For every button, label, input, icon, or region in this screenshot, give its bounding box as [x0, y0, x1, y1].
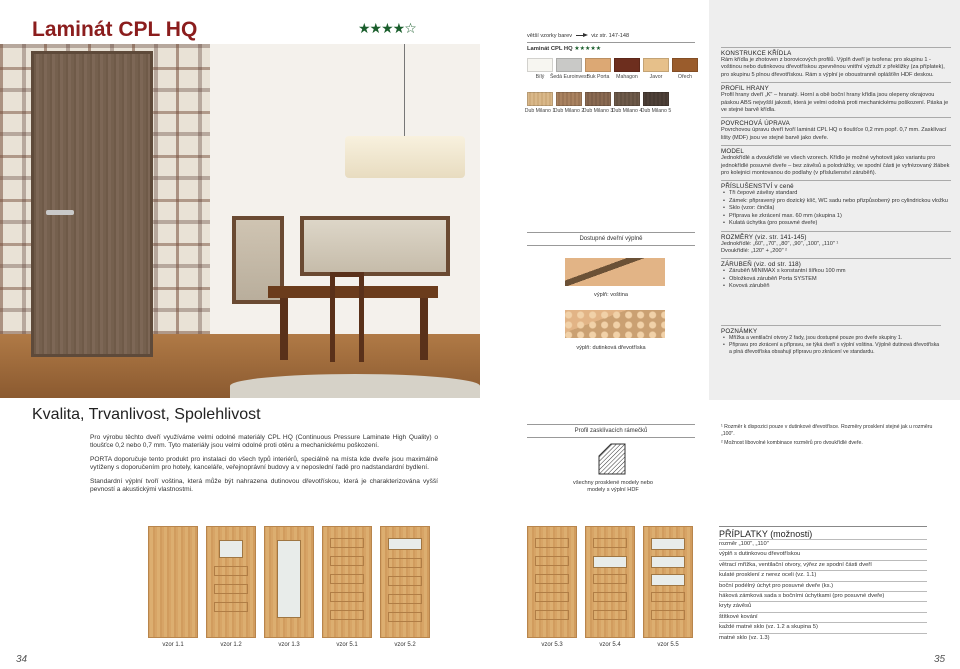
photo-chair [330, 272, 364, 362]
photo-table-leg [280, 298, 288, 360]
fill-label: výplň: voština [594, 292, 628, 298]
list-item: • Zámek: připravený pro dozický klíč, WC sadu nebo přizpůsobený pro cylindrickou vložku [721, 198, 951, 205]
spec-text: Povrchovou úpravu dveří tvoří laminát CPL HQ o tloušťce 0,2 mm popř. 0,7 mm. Zasklívací lišty (MDF) jsou ve stejné barvě jako dveře. [721, 127, 947, 141]
list-item: • Kovová záruběň [721, 283, 951, 290]
photo-door [34, 54, 150, 354]
extras-row: každé matné sklo (vz. 1.2 a skupina 5) [719, 622, 927, 632]
paragraph: Pro výrobu těchto dveří využíváme velmi odolné materiály CPL HQ (Continuous Pressure Laminate High Quality) o tloušťce 0,2 nebo 0,7 mm. Tyto materiály jsou velmi odolné proti otěru a mechanickému poškození. [90, 434, 438, 450]
list-item: • Sklo (vzor: činčila) [721, 205, 951, 212]
extras-row: štítkové kování [719, 612, 927, 622]
swatch-buk [585, 58, 611, 72]
spec-text: Jednokřídlé a dvoukřídlé ve všech vzorech. Křídlo je možné vyhotovit jako variantu pro jednokřídlé posuvné dveře – bez závěsů a polodrážky, ve spodní části je vyfrézovaný žlábek pro kolejnici montovanou do podlahy (v příslušenství záruběň). [721, 155, 950, 177]
swatch-label: Javor [649, 74, 663, 80]
door-panel [593, 592, 627, 602]
rating-stars: ★★★★☆ [358, 21, 416, 37]
swatch-mahagon [614, 58, 640, 72]
swatch-label: Dub Milano 2 [553, 108, 585, 114]
accessories-list [721, 190, 951, 227]
swatch-label: Dub Milano 5 [640, 108, 672, 114]
door-panel [330, 574, 364, 584]
swatch-dub-milano-1 [527, 92, 553, 106]
door-panel [651, 592, 685, 602]
door-panel [388, 576, 422, 586]
swatch-orech [672, 58, 698, 72]
door-panel [535, 592, 569, 602]
door-panel [535, 556, 569, 566]
list-item: • Záruběň MINIMAX s konstantní šířkou 100 mm [721, 268, 951, 275]
door-panel [593, 610, 627, 620]
swatch-label: Ořech [677, 74, 693, 80]
extras-title: PŘÍPLATKY (možnosti) [719, 526, 927, 539]
door-panel [388, 594, 422, 604]
extras-row: výplň s dutinkovou dřevotřískou [719, 549, 927, 559]
laminate-title [527, 45, 601, 52]
extras-row: rozměr „100", „110" [719, 539, 927, 549]
section-heading: Kvalita, Trvanlivost, Spolehlivost [32, 406, 261, 423]
color-note [527, 33, 629, 39]
honeycomb-core-image [565, 258, 665, 286]
door-glass [219, 540, 243, 558]
photo-door-handle [46, 210, 74, 215]
door-model-label: vzor 5.4 [599, 642, 621, 648]
notes-list [721, 335, 941, 355]
photo-pendant-lamp [345, 136, 465, 178]
divider [527, 424, 695, 425]
door-model-label: vzor 5.2 [394, 642, 416, 648]
notes-heading: POZNÁMKY [721, 325, 941, 335]
door-panel [388, 612, 422, 622]
door-glass [651, 538, 685, 550]
door-model-image [527, 526, 577, 638]
door-model-image [643, 526, 693, 638]
footnotes [721, 424, 941, 448]
page-number-right: 35 [934, 654, 946, 665]
door-panel [535, 538, 569, 548]
laminate-stars: ★★★★★ [574, 45, 602, 52]
door-panel [330, 556, 364, 566]
paragraph: Standardní výplní tvoří voština, která může být nahrazena dutinovou dřevotřískou, která je charakterizována vyšší pevností a akustickými vlastnostmi. [90, 477, 438, 494]
list-item: • Tři čepové závěsy standard [721, 190, 951, 197]
door-model-label: vzor 1.1 [162, 642, 184, 648]
fill-label: výplň: dutinková dřevotříska [576, 345, 646, 351]
door-model-label: vzor 1.2 [220, 642, 242, 648]
door-model-image [322, 526, 372, 638]
door-panel [214, 566, 248, 576]
door-model-label: vzor 1.3 [278, 642, 300, 648]
door-glass [388, 538, 422, 550]
spec-text: Profil hrany dveří „K" – hranatý. Horní a obě boční hrany křídla jsou olepeny okrajovou páskou ABS nejvyšší jakosti, která je velmi odolná proti mechanickému poškození. Páska je ve stejné barvě křídla. [721, 92, 949, 114]
door-panel [593, 538, 627, 548]
door-panel [330, 538, 364, 548]
door-model-image [585, 526, 635, 638]
door-glass [651, 556, 685, 568]
door-model-label: vzor 5.5 [657, 642, 679, 648]
list-item: • Obložková záruběň Porta SYSTEM [721, 276, 951, 283]
swatch-dub-milano-3 [585, 92, 611, 106]
arrow-right-icon [576, 33, 588, 38]
spec-heading: MODEL [721, 145, 951, 155]
tubular-chipboard-image [565, 310, 665, 338]
interior-photo [0, 44, 480, 398]
swatch-dub-milano-5 [643, 92, 669, 106]
photo-table-leg [420, 298, 428, 360]
door-glass [593, 556, 627, 568]
extras-row: háková zámková sada s bočními úchytkami (pro posuvné dveře) [719, 591, 927, 601]
divider [527, 437, 695, 438]
frame-caption: všechny prosklené modely nebo modely s výplní HDF [573, 480, 653, 493]
door-panel [214, 602, 248, 612]
extras-row: matné sklo (vz. 1.3) [719, 633, 927, 643]
list-item: • Kulatá úchytka (pro posuvné dveře) [721, 220, 951, 227]
photo-window [300, 216, 450, 276]
door-panel [535, 574, 569, 584]
swatch-label: Bílý [535, 74, 545, 80]
laminate-title-text: Laminát CPL HQ [527, 46, 573, 52]
door-panel [330, 592, 364, 602]
spec-text: Rám křídla je zhotoven z borovicových profilů. Výplň dveří je tvořena: pro skupinu 1 - voštinou nebo dutinkovou dřevotřískou zpevněnou vnitřní výztuží z překližky (za příplatek), pro skupinu 5 plnou dřevotřískou. Rám s výplní je oboustranně oplášťěn HDF deskou. [721, 57, 945, 78]
door-models-left [148, 526, 468, 638]
photo-rug [230, 374, 480, 398]
door-model-image [206, 526, 256, 638]
door-panel [535, 610, 569, 620]
door-panel [388, 558, 422, 568]
paragraph: PORTA doporučuje tento produkt pro instalaci do všech typů interiérů, speciálně na místa kde dveře jsou maximálně vytíženy s doporučením pro hotely, kanceláře, veřejnoprávní budovy a v neposlední řadě pro nadstandardní bydlení. [90, 455, 438, 472]
spec-heading: POVRCHOVÁ ÚPRAVA [721, 117, 951, 127]
extras-row: větrací mřížka, ventilační otvory, výřez ze spodní části dveří [719, 560, 927, 570]
swatch-dub-milano-4 [614, 92, 640, 106]
swatch-label: Dub Milano 3 [582, 108, 614, 114]
spec-heading: PROFIL HRANY [721, 82, 951, 92]
extras-row: kryty závěsů [719, 601, 927, 611]
swatch-dub-milano-2 [556, 92, 582, 106]
divider [527, 245, 695, 246]
frame-profile-icon [597, 442, 627, 476]
spec-text: Dvoukřídlé: „120" + „200" ² [721, 247, 787, 254]
door-model-image [380, 526, 430, 638]
footnote: ¹ Rozměr k dispozici pouze v dutinkové dřevotřísce. Rozměry prosklení stejné jak u rozměru „100". [721, 424, 933, 437]
door-panel [593, 574, 627, 584]
spec-heading: PŘÍSLUŠENSTVÍ v ceně [721, 180, 951, 190]
spec-heading: ROZMĚRY (viz. str. 141-145) [721, 231, 951, 241]
door-model-image [148, 526, 198, 638]
body-text [90, 434, 438, 499]
door-panel [214, 584, 248, 594]
divider [527, 232, 695, 233]
swatch-bily [527, 58, 553, 72]
extras-table [719, 526, 927, 643]
door-model-image [264, 526, 314, 638]
door-model-label: vzor 5.3 [541, 642, 563, 648]
list-item: • Mřížka a ventilační otvory 2 řady, jsou dostupné pouze pro dveře skupiny 1. [721, 335, 941, 342]
extras-row: boční podélný úchyt pro posuvné dveře (ks.) [719, 581, 927, 591]
spec-heading: ZÁRUBEŇ (viz. od str. 118) [721, 258, 951, 268]
fill-title: Dostupné dveřní výplně [579, 236, 643, 242]
list-item: • Připravu pro zkrácení a přípravu, se týká dveří s výplní voština. Výplně dutinová dřevotříska a plná dřevotříska obsahují přípravu pro zkrácení ve standardu. [721, 342, 941, 356]
frames-list [721, 268, 951, 290]
notes-box [721, 322, 941, 355]
photo-lamp-wire [404, 44, 405, 136]
door-panel [651, 610, 685, 620]
door-panel [330, 610, 364, 620]
footnote: ² Možnost libovolné kombinace rozměrů pro dvoukřídlé dveře. [721, 439, 863, 446]
spec-heading: KONSTRUKCE KŘÍDLA [721, 47, 951, 57]
divider [527, 42, 695, 43]
frame-title: Profil zasklívacích rámečků [574, 428, 648, 434]
swatch-label: Mahagon [616, 74, 638, 80]
swatch-label: Dub Milano 4 [611, 108, 643, 114]
swatch-seda [556, 58, 582, 72]
swatch-javor [643, 58, 669, 72]
extras-row: kulaté prosklení z nerez oceli (vz. 1.1) [719, 570, 927, 580]
list-item: • Příprava ke zkrácení max. 60 mm (skupina 1) [721, 213, 951, 220]
swatch-label: Dub Milano 1 [524, 108, 556, 114]
door-glass [651, 574, 685, 586]
spec-content [721, 44, 951, 291]
page-title: Laminát CPL HQ [32, 18, 198, 41]
door-glass [277, 540, 301, 618]
spec-text: Jednokřídlé: „60", „70", „80", „90", „100", „110" ¹ [721, 240, 839, 247]
color-note-text: větší vzorky barev [527, 33, 573, 39]
page-number-left: 34 [16, 654, 28, 665]
swatch-label: Šedá Euroinvest [549, 74, 589, 80]
swatch-label: Buk Porta [586, 74, 610, 80]
door-models-right [527, 526, 697, 638]
door-model-label: vzor 5.1 [336, 642, 358, 648]
color-note-ref: viz str. 147-148 [591, 33, 630, 39]
